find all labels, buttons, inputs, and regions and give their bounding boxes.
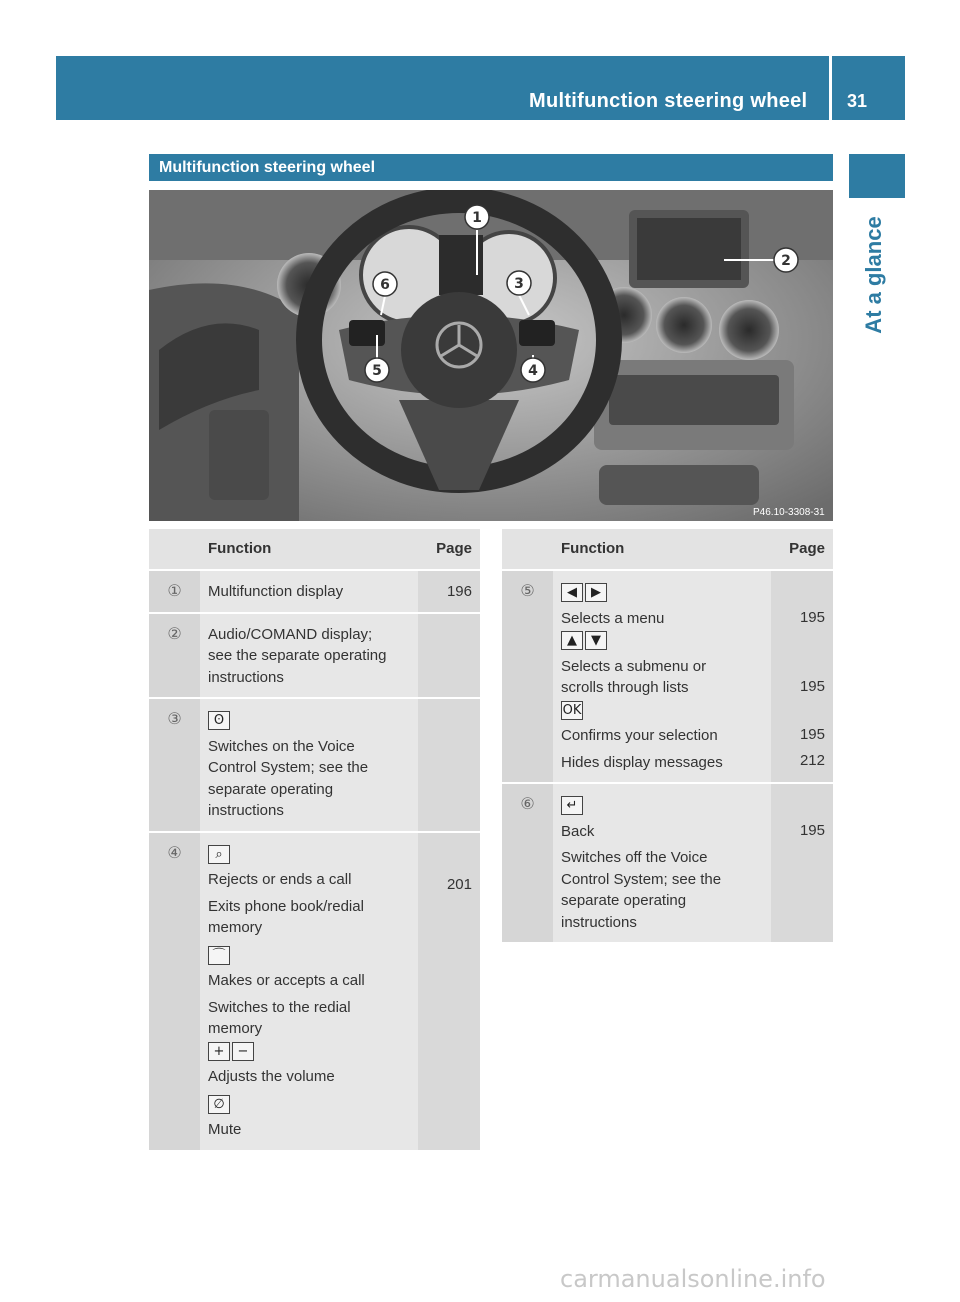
function-text: Selects a menu <box>561 609 665 627</box>
item-number: ⑤ <box>502 570 553 783</box>
callout-5: 5 <box>372 363 382 379</box>
photo-ref-code: P46.10-3308-31 <box>753 507 825 518</box>
function-text: instructions <box>208 668 284 686</box>
section-heading: Multifunction steering wheel <box>149 154 833 181</box>
function-text: Back <box>561 822 595 840</box>
function-text: Makes or accepts a call <box>208 972 365 989</box>
function-text: Hides display messages <box>561 753 723 771</box>
table-header-row <box>149 529 480 570</box>
chapter-label-text: At a glance <box>861 216 886 334</box>
function-text: instructions <box>208 802 284 819</box>
item-number: ⑥ <box>502 783 553 942</box>
right-arrow-icon: ▶ <box>585 583 607 602</box>
callout-2: 2 <box>781 253 791 269</box>
volume-down-icon: − <box>232 1042 254 1061</box>
dashboard-photo <box>149 190 833 521</box>
header-divider <box>829 56 832 120</box>
function-text: Switches to the redial <box>208 998 351 1016</box>
function-text: Control System; see the <box>561 870 722 888</box>
accept-call-icon: ⌒ <box>208 946 230 965</box>
table-row <box>149 613 480 699</box>
item-number: ④ <box>149 832 200 1150</box>
function-table-left <box>149 529 480 1150</box>
watermark: carmanualsonline.info <box>560 1265 826 1293</box>
item-number: ① <box>149 570 200 613</box>
back-icon: ↵ <box>561 796 583 815</box>
function-text: Mute <box>208 1121 242 1138</box>
function-text: memory <box>208 919 263 936</box>
function-text: Rejects or ends a call <box>208 871 352 888</box>
function-text: Switches on the Voice <box>208 737 355 755</box>
end-call-icon: ⌕ <box>208 845 230 864</box>
page-header-bar <box>56 56 905 120</box>
callout-1: 1 <box>472 210 482 226</box>
page-ref: 201 <box>446 875 472 893</box>
callout-4: 4 <box>528 363 538 379</box>
header-page: Page <box>418 529 480 570</box>
down-arrow-icon: ▼ <box>585 631 607 650</box>
page-ref: 212 <box>799 752 825 769</box>
function-text: Confirms your selection <box>561 727 718 744</box>
function-text: Multifunction display <box>208 583 344 600</box>
function-text: separate operating <box>561 892 687 909</box>
page-ref <box>418 613 480 699</box>
function-text: Adjusts the volume <box>208 1068 335 1085</box>
header-title: Multifunction steering wheel <box>529 90 808 112</box>
page-ref: 195 <box>799 725 825 743</box>
table-row <box>149 698 480 832</box>
function-text: Selects a submenu or <box>561 657 707 675</box>
function-text: separate operating <box>208 780 334 798</box>
function-table-right <box>502 529 833 942</box>
table-row <box>502 783 833 942</box>
table-header-row <box>502 529 833 570</box>
item-number: ③ <box>149 698 200 832</box>
header-num-cell <box>502 529 553 570</box>
volume-up-icon: + <box>208 1042 230 1061</box>
item-number: ② <box>149 613 200 699</box>
function-text: Control System; see the <box>208 759 369 776</box>
page-ref: 196 <box>418 570 480 613</box>
function-text: Audio/COMAND display; <box>208 625 373 643</box>
page-ref <box>418 698 480 832</box>
page-number: 31 <box>847 91 868 111</box>
table-row <box>502 570 833 783</box>
chapter-tab <box>849 154 905 198</box>
function-text: see the separate operating <box>208 647 387 664</box>
voice-control-icon: ʘ <box>209 713 229 728</box>
ok-icon: OK <box>562 702 582 718</box>
callout-6: 6 <box>380 277 390 293</box>
function-text: Exits phone book/redial <box>208 897 364 915</box>
callout-3: 3 <box>514 276 524 292</box>
header-function: Function <box>200 529 418 570</box>
page-ref: 195 <box>799 609 825 626</box>
function-text: Switches off the Voice <box>561 849 708 866</box>
left-arrow-icon: ◀ <box>561 583 583 602</box>
function-text: scrolls through lists <box>561 679 689 696</box>
table-row <box>149 832 480 1150</box>
header-function: Function <box>553 529 771 570</box>
chapter-label <box>844 210 904 340</box>
mute-icon: ∅ <box>208 1095 230 1114</box>
header-page: Page <box>771 529 833 570</box>
header-num-cell <box>149 529 200 570</box>
page-ref: 195 <box>799 822 825 839</box>
page-ref: 195 <box>799 678 825 695</box>
table-row <box>149 570 480 613</box>
function-text: memory <box>208 1020 263 1037</box>
function-text: instructions <box>561 913 637 931</box>
up-arrow-icon: ▲ <box>561 631 583 650</box>
